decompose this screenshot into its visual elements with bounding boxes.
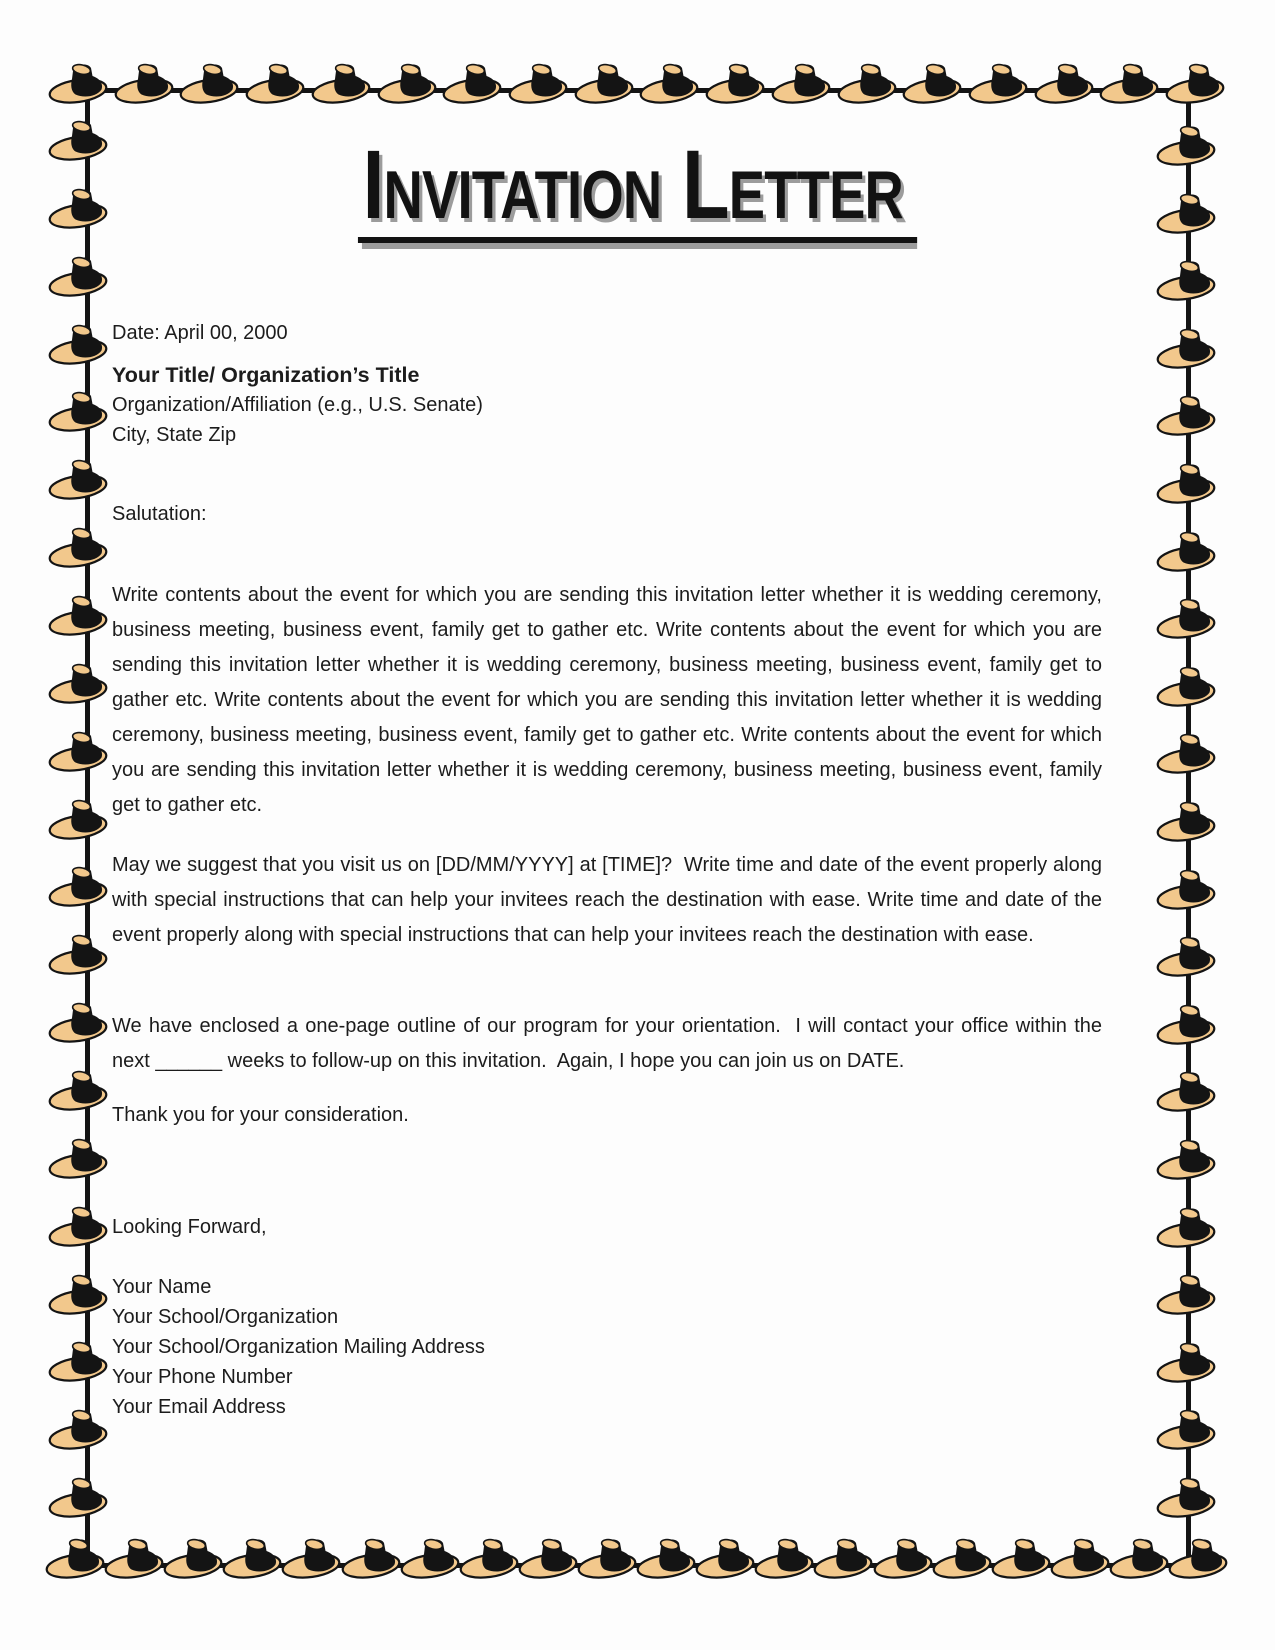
hat-icon — [48, 593, 112, 637]
signature-phone-line: Your Phone Number — [112, 1366, 293, 1388]
hat-icon — [1156, 731, 1220, 775]
hat-icon — [281, 1536, 345, 1580]
hat-icon — [574, 61, 638, 105]
hat-icon — [48, 322, 112, 366]
hat-icon — [1156, 1340, 1220, 1384]
hat-icon — [1099, 61, 1163, 105]
date-line: Date: April 00, 2000 — [112, 322, 288, 344]
recipient-title-line: Your Title/ Organization’s Title — [112, 363, 420, 387]
hat-icon — [48, 254, 112, 298]
hat-icon — [902, 61, 966, 105]
salutation-line: Salutation: — [112, 503, 207, 525]
hat-icon — [1109, 1536, 1173, 1580]
hat-icon — [1156, 529, 1220, 573]
hat-icon — [577, 1536, 641, 1580]
hat-icon — [695, 1536, 759, 1580]
hat-icon — [991, 1536, 1055, 1580]
hat-icon — [48, 1068, 112, 1112]
hat-icon — [705, 61, 769, 105]
hat-icon — [1050, 1536, 1114, 1580]
hat-icon — [771, 61, 835, 105]
hat-icon — [48, 797, 112, 841]
hat-icon — [1156, 326, 1220, 370]
hat-icon — [1156, 1407, 1220, 1451]
hat-icon — [636, 1536, 700, 1580]
hat-icon — [932, 1536, 996, 1580]
signature-name-line: Your Name — [112, 1276, 212, 1298]
hat-icon — [518, 1536, 582, 1580]
hat-icon — [1156, 1272, 1220, 1316]
hat-icon — [163, 1536, 227, 1580]
hat-icon — [1156, 596, 1220, 640]
signature-email-line: Your Email Address — [112, 1396, 286, 1418]
signature-org-line: Your School/Organization — [112, 1306, 339, 1328]
hat-icon — [48, 1000, 112, 1044]
hat-icon — [48, 389, 112, 433]
hat-icon — [48, 1475, 112, 1519]
hat-icon — [639, 61, 703, 105]
hat-icon — [377, 61, 441, 105]
body-paragraph-3: We have enclosed a one-page outline of our program for your orientation. I will contact your office within the next ______ weeks to follow-up on this invitation. Again, I hope you can join us on DATE. — [112, 1015, 1108, 1072]
hat-icon — [45, 1536, 109, 1580]
hat-icon — [114, 61, 178, 105]
hat-icon — [1156, 1137, 1220, 1181]
hat-icon — [48, 457, 112, 501]
hat-icon — [104, 1536, 168, 1580]
hat-icon — [837, 61, 901, 105]
hat-icon — [1156, 867, 1220, 911]
hat-icon — [1156, 1205, 1220, 1249]
hat-icon — [508, 61, 572, 105]
closing-line: Looking Forward, — [112, 1216, 267, 1238]
hat-icon — [48, 1407, 112, 1451]
hat-icon — [459, 1536, 523, 1580]
recipient-city-line: City, State Zip — [112, 424, 237, 446]
hat-icon — [1156, 1475, 1220, 1519]
hat-icon — [1156, 393, 1220, 437]
hat-icon — [48, 661, 112, 705]
page-title-text: Invitation Letter — [358, 136, 918, 249]
hat-icon — [1034, 61, 1098, 105]
hat-icon — [1156, 258, 1220, 302]
page-title — [85, 130, 1191, 249]
hat-icon — [48, 1136, 112, 1180]
hat-icon — [1156, 934, 1220, 978]
hat-icon — [1156, 461, 1220, 505]
thanks-line: Thank you for your consideration. — [112, 1104, 409, 1126]
hat-icon — [754, 1536, 818, 1580]
hat-icon — [968, 61, 1032, 105]
hat-icon — [48, 864, 112, 908]
hat-icon — [48, 1204, 112, 1248]
hat-icon — [1156, 664, 1220, 708]
signature-address-line: Your School/Organization Mailing Address — [112, 1336, 485, 1358]
hat-icon — [873, 1536, 937, 1580]
hat-icon — [442, 61, 506, 105]
recipient-block — [112, 360, 483, 450]
signature-block — [112, 1272, 485, 1422]
hat-icon — [48, 1272, 112, 1316]
hat-icon — [1156, 799, 1220, 843]
hat-icon — [48, 525, 112, 569]
body-paragraph-2: May we suggest that you visit us on [DD/MM/YYYY] at [TIME]? Write time and date of the event properly along with special instructions that can help your invitees reach the destination with ease. Write time and date of the event properly along with special instructions that can help your invitees reach the destination with ease. — [112, 854, 1108, 946]
hat-icon — [311, 61, 375, 105]
hat-icon — [1168, 1536, 1232, 1580]
hat-icon — [179, 61, 243, 105]
hat-icon — [48, 932, 112, 976]
hat-icon — [813, 1536, 877, 1580]
hat-icon — [48, 61, 112, 105]
hat-icon — [48, 729, 112, 773]
hat-icon — [1156, 1069, 1220, 1113]
hat-icon — [245, 61, 309, 105]
hat-icon — [1156, 1002, 1220, 1046]
hat-icon — [341, 1536, 405, 1580]
hat-icon — [222, 1536, 286, 1580]
hat-icon — [1165, 61, 1229, 105]
hat-icon — [400, 1536, 464, 1580]
body-paragraph-1: Write contents about the event for which you are sending this invitation letter whether it is wedding ceremony, business meeting, business event, family get to gather etc. Write contents about the event for which you are sending this invitation letter whether it is wedding ceremony, business meeting, business event, family get to gather etc. Write contents about the event for which you are sending this invitation letter whether it is wedding ceremony, business meeting, business event, family get to gather etc. Write contents about the event for which you are sending this invitation letter whether it is wedding ceremony, business meeting, business event, family get to gather etc. — [112, 584, 1108, 816]
hat-icon — [48, 1339, 112, 1383]
recipient-org-line: Organization/Affiliation (e.g., U.S. Senate) — [112, 394, 483, 416]
